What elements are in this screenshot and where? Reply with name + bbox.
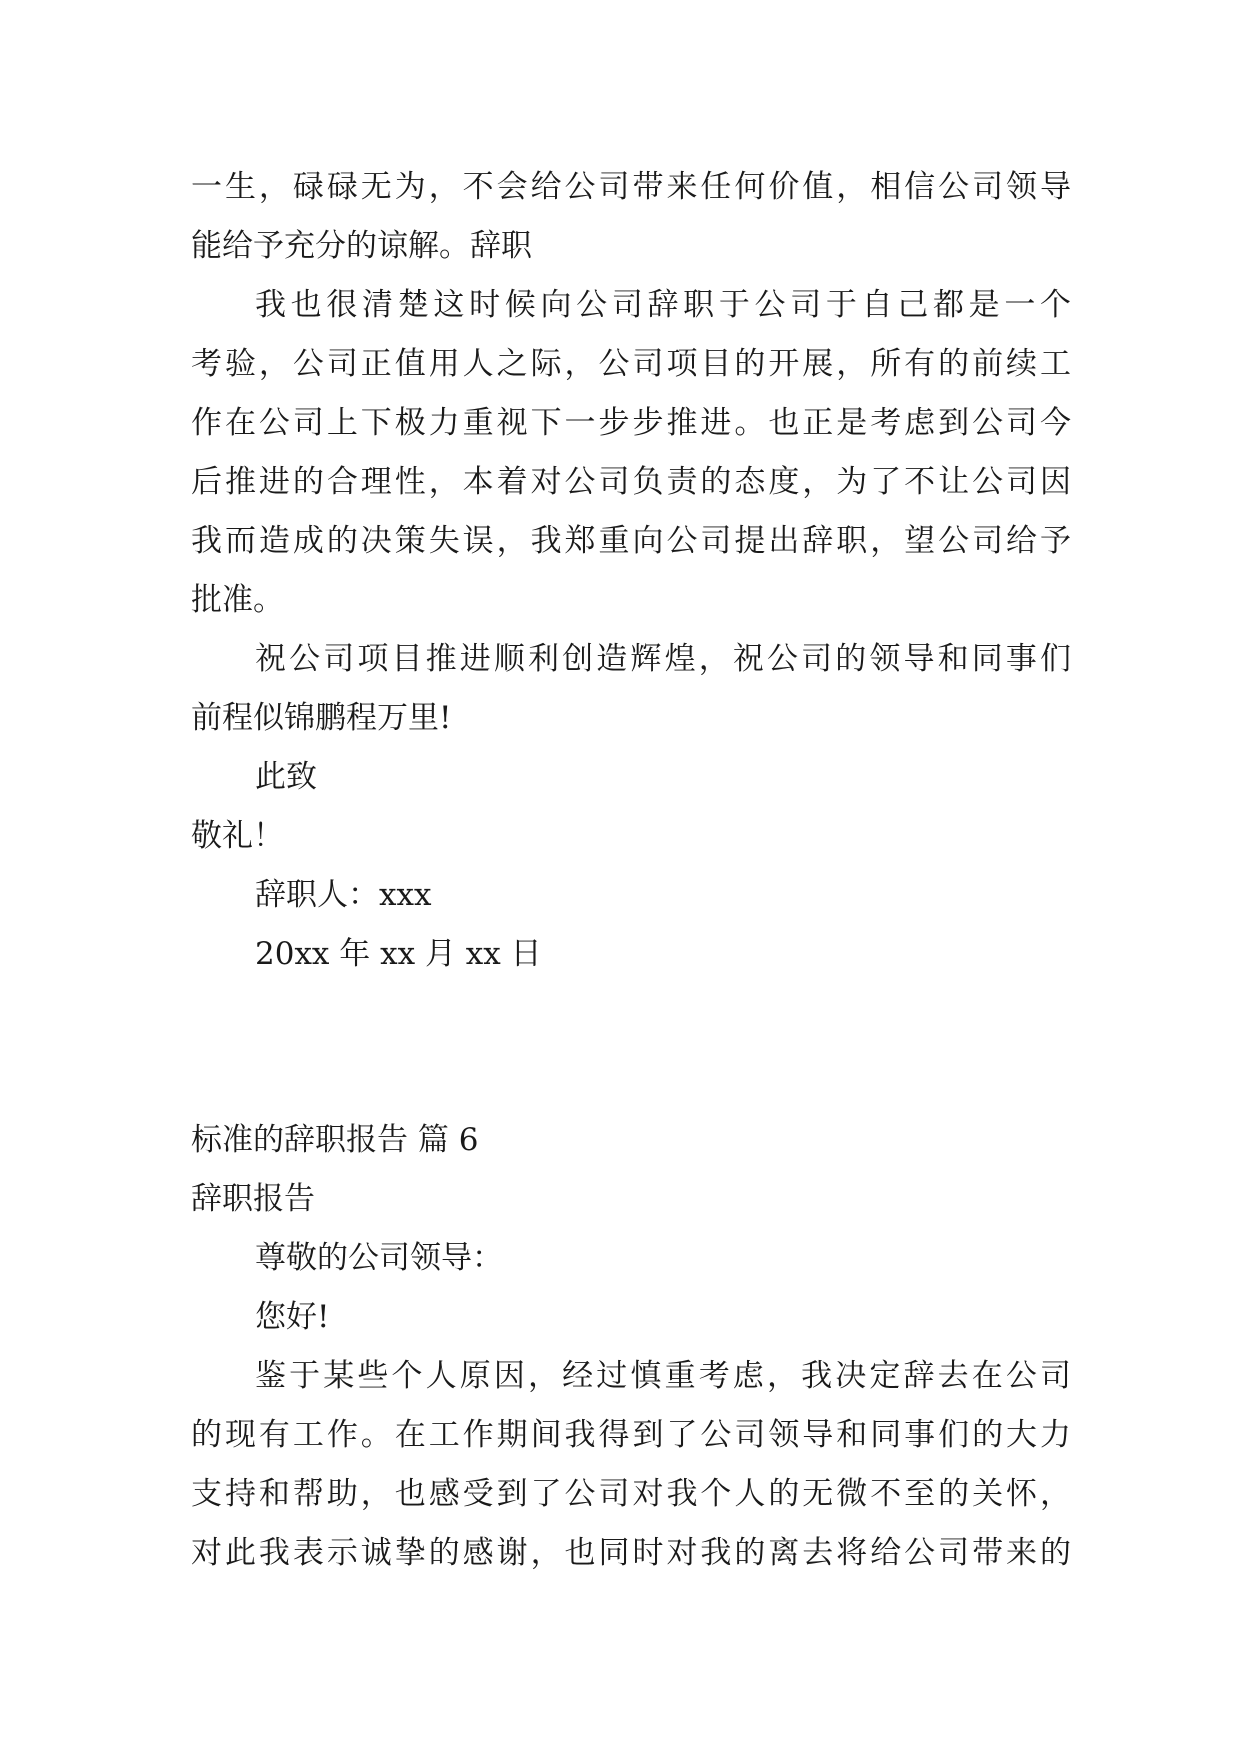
text-line: 后推进的合理性，本着对公司负责的态度，为了不让公司因	[191, 464, 1071, 500]
section-heading: 标准的辞职报告 篇 6	[191, 1122, 479, 1158]
text-line: 我而造成的决策失误，我郑重向公司提出辞职，望公司给予	[191, 523, 1071, 559]
text-line: 批准。	[191, 582, 284, 618]
signature-date: 20xx 年 xx 月 xx 日	[255, 936, 542, 972]
signature-name: 辞职人：xxx	[255, 877, 432, 913]
text-line: 鉴于某些个人原因，经过慎重考虑，我决定辞去在公司	[255, 1358, 1071, 1394]
text-line: 作在公司上下极力重视下一步步推进。也正是考虑到公司今	[191, 405, 1071, 441]
text-line: 考验，公司正值用人之际，公司项目的开展，所有的前续工	[191, 346, 1071, 382]
text-line: 一生，碌碌无为，不会给公司带来任何价值，相信公司领导	[191, 169, 1071, 205]
text-line: 能给予充分的谅解。辞职	[191, 228, 532, 264]
text-line: 祝公司项目推进顺利创造辉煌，祝公司的领导和同事们	[255, 641, 1071, 677]
text-line: 对此我表示诚挚的感谢，也同时对我的离去将给公司带来的	[191, 1535, 1071, 1571]
text-line: 此致	[255, 759, 317, 795]
letter-title: 辞职报告	[191, 1181, 315, 1217]
salutation: 尊敬的公司领导：	[255, 1240, 503, 1276]
greeting: 您好!	[255, 1299, 330, 1335]
text-line: 敬礼！	[191, 818, 284, 854]
text-line: 我也很清楚这时候向公司辞职于公司于自己都是一个	[255, 287, 1071, 323]
text-line: 的现有工作。在工作期间我得到了公司领导和同事们的大力	[191, 1417, 1071, 1453]
text-line: 前程似锦鹏程万里!	[191, 700, 452, 736]
text-line: 支持和帮助，也感受到了公司对我个人的无微不至的关怀，	[191, 1476, 1071, 1512]
